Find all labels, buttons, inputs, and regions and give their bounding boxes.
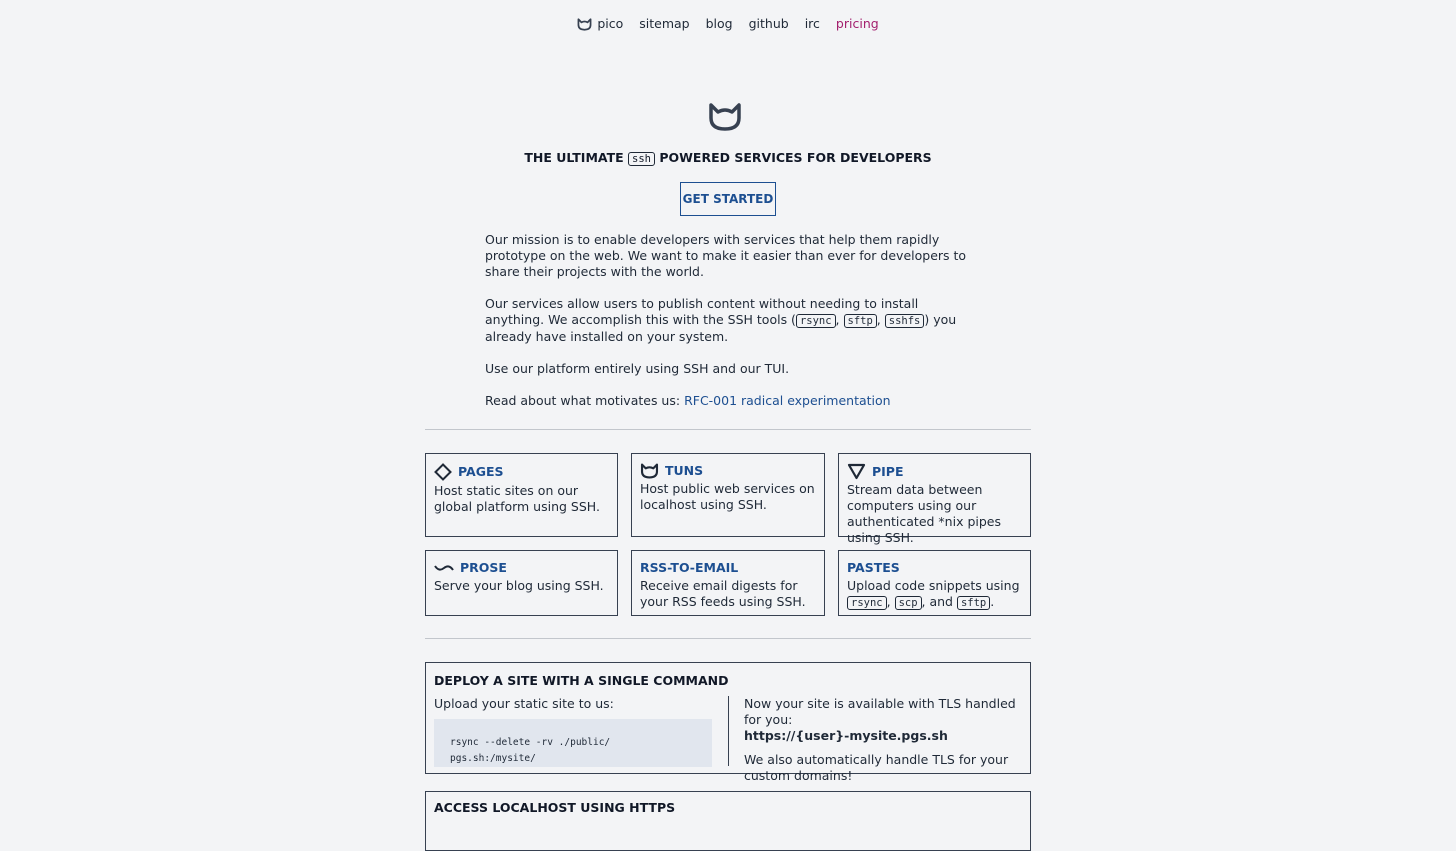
- site-url: https://{user}-mysite.pgs.sh: [744, 728, 948, 743]
- card-title-row: [847, 463, 1022, 480]
- card-title: PROSE: [460, 560, 507, 575]
- available-label: Now your site is available with TLS handled for you:: [744, 696, 1016, 727]
- nav-irc[interactable]: irc: [804, 16, 820, 31]
- tui-paragraph: Use our platform entirely using SSH and our TUI.: [485, 361, 790, 376]
- service-card-pages[interactable]: [425, 453, 618, 537]
- pastes-desc-pre: Upload code snippets using: [847, 578, 1020, 593]
- card-desc: Upload code snippets using rsync , scp , and sftp .: [847, 578, 1020, 609]
- upload-label: Upload your static site to us:: [434, 696, 614, 711]
- diamond-icon: [434, 463, 452, 481]
- vertical-divider: [728, 696, 729, 766]
- card-title-row: [640, 560, 816, 576]
- deploy-left: [434, 696, 712, 767]
- tagline-code: ssh: [628, 152, 655, 166]
- tool-sftp: sftp: [957, 596, 990, 610]
- nav-pricing[interactable]: pricing: [835, 16, 879, 31]
- rfc-link[interactable]: RFC-001 radical experimentation: [684, 393, 891, 408]
- service-card-pastes[interactable]: [838, 550, 1031, 616]
- card-title-row: [847, 560, 1022, 576]
- get-started-button[interactable]: GET STARTED: [680, 182, 776, 216]
- triangle-down-icon: [847, 463, 866, 480]
- tool-rsync: rsync: [847, 596, 887, 610]
- pico-logo-icon: [577, 18, 592, 31]
- tool-scp: scp: [895, 596, 922, 610]
- services-text-pre: Our services allow users to publish content without needing to install anything. We accomplish this with the SSH tools (: [485, 296, 919, 327]
- card-title: PAGES: [458, 464, 504, 479]
- deploy-section: [425, 662, 1031, 783]
- deploy-command[interactable]: rsync --delete -rv ./public/ pgs.sh:/mysite/: [434, 719, 712, 767]
- access-title: ACCESS LOCALHOST USING HTTPS: [434, 800, 676, 815]
- tool-sshfs: sshfs: [885, 314, 925, 328]
- tool-sftp: sftp: [844, 314, 877, 328]
- divider: [425, 429, 1031, 430]
- mission-section: [485, 232, 971, 425]
- service-card-pipe[interactable]: [838, 453, 1031, 545]
- tls-note: We also automatically handle TLS for your custom domains!: [744, 752, 1009, 783]
- card-desc: Receive email digests for your RSS feeds using SSH.: [640, 578, 806, 609]
- nav-brand-link[interactable]: [577, 16, 623, 32]
- hero-logo-icon: [708, 102, 742, 132]
- services-paragraph: Our services allow users to publish content without needing to install anything. We accomplish this with the SSH tools ( rsync , sftp , sshfs ) you already have installed on your system.: [485, 296, 957, 344]
- service-card-prose[interactable]: [425, 550, 618, 616]
- service-card-rss-to-email[interactable]: [631, 550, 825, 616]
- motivation-text: Read about what motivates us:: [485, 393, 685, 408]
- service-card-tuns[interactable]: [631, 453, 825, 537]
- pico-logo-icon: [640, 463, 659, 479]
- card-title: PASTES: [847, 560, 900, 575]
- card-title-row: [434, 463, 609, 481]
- access-section: [425, 791, 1031, 851]
- hero-tagline: [0, 150, 1456, 167]
- card-desc: Stream data between computers using our authenticated *nix pipes using SSH.: [847, 482, 1001, 545]
- card-desc: Serve your blog using SSH.: [434, 578, 604, 593]
- wave-icon: [434, 562, 454, 574]
- tool-rsync: rsync: [796, 314, 836, 328]
- card-title-row: [434, 560, 609, 576]
- card-title-row: [640, 463, 816, 479]
- motivation-paragraph: [485, 393, 971, 409]
- nav-blog[interactable]: blog: [705, 16, 733, 31]
- tagline-pre: THE ULTIMATE: [524, 150, 624, 165]
- top-nav: [0, 16, 1456, 32]
- nav-github[interactable]: github: [748, 16, 789, 31]
- divider: [425, 638, 1031, 639]
- deploy-title: DEPLOY A SITE WITH A SINGLE COMMAND: [434, 673, 729, 688]
- card-desc: Host static sites on our global platform using SSH.: [434, 483, 600, 514]
- card-desc: Host public web services on localhost using SSH.: [640, 481, 815, 512]
- deploy-right: [744, 696, 1026, 784]
- pastes-desc-and: , and: [921, 594, 957, 609]
- nav-sitemap[interactable]: sitemap: [639, 16, 690, 31]
- nav-brand-label: pico: [597, 16, 624, 31]
- card-title: RSS-TO-EMAIL: [640, 560, 739, 575]
- card-title: TUNS: [665, 463, 704, 478]
- tagline-post: POWERED SERVICES FOR DEVELOPERS: [659, 150, 932, 165]
- pastes-desc-post: .: [990, 594, 995, 609]
- card-title: PIPE: [872, 463, 904, 479]
- mission-paragraph: Our mission is to enable developers with services that help them rapidly prototype on the web. We want to make it easier than ever for developers to share their projects with the world.: [485, 232, 967, 279]
- services-text-post: ) you already have installed on your system.: [485, 312, 957, 344]
